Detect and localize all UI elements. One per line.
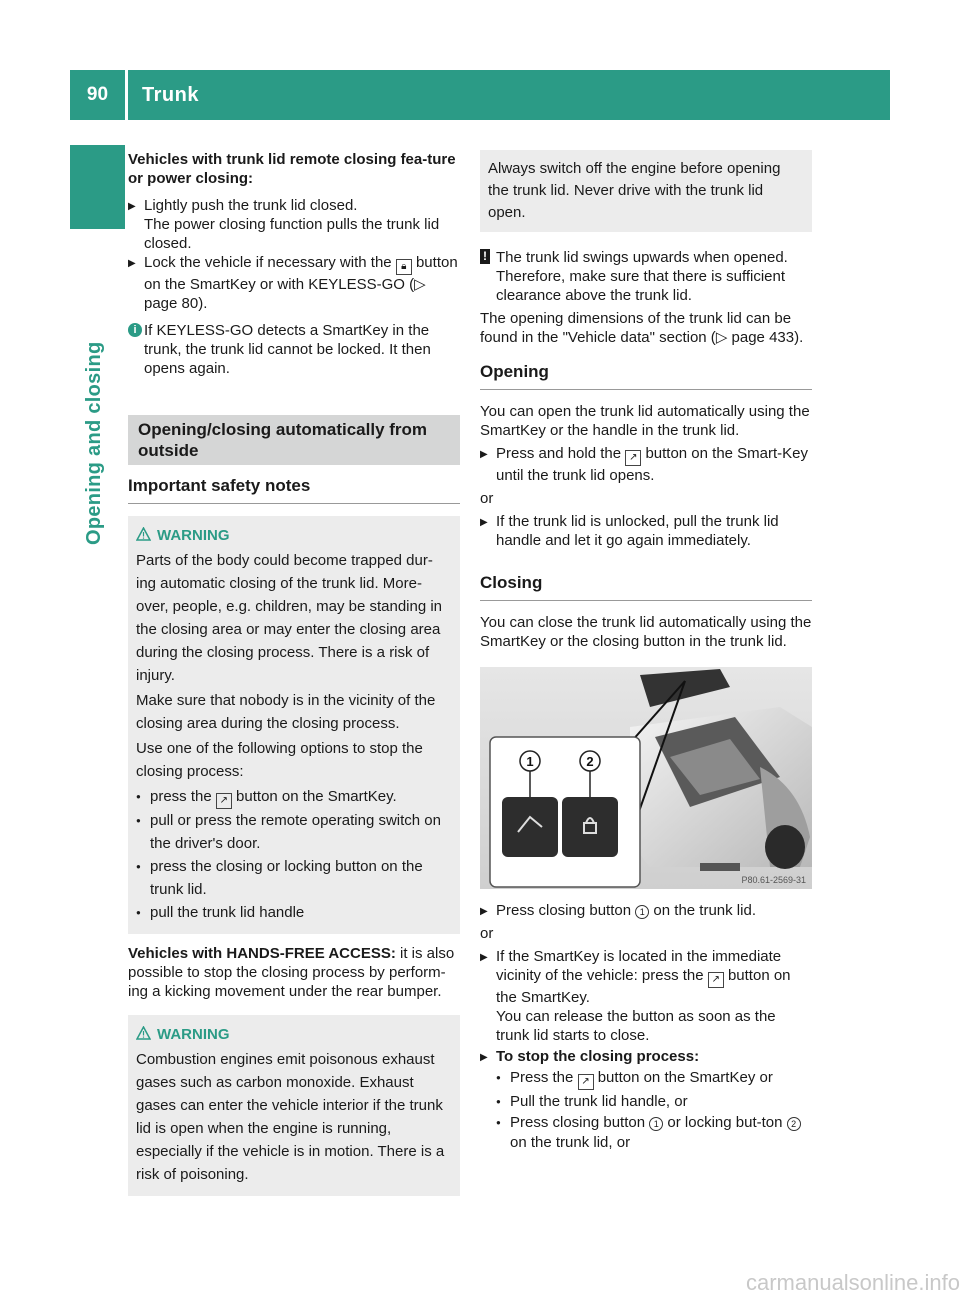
or-text: or bbox=[480, 490, 494, 507]
page-ref-link[interactable]: page 80). bbox=[144, 295, 208, 312]
page-ref-arrow: ▷ bbox=[715, 329, 728, 346]
step-line bbox=[496, 947, 812, 1007]
left-column bbox=[128, 150, 460, 1196]
footer-url: carmanualsonline.info bbox=[745, 1270, 960, 1295]
warning-icon bbox=[136, 527, 151, 541]
callout-1: 1 bbox=[526, 754, 534, 769]
dimensions-paragraph bbox=[480, 309, 812, 347]
warning-text: Combustion engines emit poisonous exhaust gases such as carbon monoxide. Exhaust gases can enter the vehicle interior if the trunk lid is open when the engine is running, especially if the vehicle is in motion. There is a risk of poisoning. bbox=[136, 1051, 445, 1183]
stop-closing-heading: ▶ To stop the closing process: bbox=[480, 1047, 812, 1066]
step-text: If the SmartKey is located in the immediate vicinity of the vehicle: press the bbox=[496, 948, 782, 984]
page-header bbox=[70, 70, 890, 120]
page-ref-link[interactable]: page 433). bbox=[731, 329, 804, 346]
step-text: button on the SmartKey. bbox=[496, 967, 791, 1006]
step-text: You can release the button as soon as the trunk lid starts to close. bbox=[496, 1008, 776, 1044]
bullet-text: Press the bbox=[510, 1069, 574, 1086]
subheading-safety: Important safety notes bbox=[128, 475, 460, 504]
opening-text: You can open the trunk lid automatically using the SmartKey or the handle in the trunk lid. bbox=[480, 403, 810, 439]
exclamation-icon: ! bbox=[480, 249, 490, 264]
step-open-smartkey bbox=[480, 444, 812, 485]
intro-heading: Vehicles with trunk lid remote closing fea-ture or power closing: bbox=[128, 151, 456, 187]
callout-1-icon: 1 bbox=[649, 1117, 663, 1131]
stop-options bbox=[480, 1066, 812, 1153]
bullet-item: ● press the closing or locking button on the trunk lid. bbox=[136, 855, 452, 901]
info-icon: i bbox=[128, 323, 142, 337]
warning-title bbox=[136, 1025, 452, 1044]
step-text: button on the SmartKey or with KEYLESS-GO ( bbox=[144, 254, 458, 293]
step-open-handle: ▶ If the trunk lid is unlocked, pull the trunk lid handle and let it go again immediately. bbox=[480, 512, 812, 550]
step-text: Press closing button bbox=[496, 902, 632, 919]
caution-text: The trunk lid swings upwards when opened. Therefore, make sure that there is sufficient clearance above the trunk lid. bbox=[496, 249, 788, 304]
bullet-text: button on the SmartKey or bbox=[597, 1069, 773, 1086]
or-text: or bbox=[480, 925, 494, 942]
page-ref-arrow: ▷ bbox=[414, 276, 426, 293]
bullet-item bbox=[136, 785, 452, 809]
section-heading: Opening/closing automatically from outside bbox=[128, 415, 460, 465]
opening-heading: Opening bbox=[480, 361, 812, 390]
info-note bbox=[128, 321, 460, 378]
page-title: Trunk bbox=[142, 84, 199, 106]
step-text: Lock the vehicle if necessary with the bbox=[144, 254, 392, 271]
step-text: Press and hold the bbox=[496, 445, 622, 462]
callout-2: 2 bbox=[586, 754, 594, 769]
warning-label: WARNING bbox=[157, 527, 230, 544]
bullet-item: ● Pull the trunk lid handle, or bbox=[496, 1090, 812, 1113]
note-text: If KEYLESS-GO detects a SmartKey in the trunk, the trunk lid cannot be locked. It then opens again. bbox=[144, 322, 431, 377]
bullet-item bbox=[496, 1113, 812, 1153]
trunk-illustration bbox=[480, 667, 812, 889]
bullet-item bbox=[496, 1066, 812, 1090]
step-text: The power closing function pulls the trunk lid closed. bbox=[144, 216, 440, 252]
warning-title bbox=[136, 526, 452, 545]
photo-code: P80.61-2569-31 bbox=[741, 875, 806, 885]
trunk-icon: ↗ bbox=[578, 1074, 594, 1090]
lock-icon: 🔒︎ bbox=[396, 259, 412, 275]
dims-text: The opening dimensions of the trunk lid can be found in the "Vehicle data" section ( bbox=[480, 310, 792, 346]
warning-label: WARNING bbox=[157, 1026, 230, 1043]
side-tab-label: Opening and closing bbox=[83, 341, 105, 545]
trunk-icon: ↗ bbox=[625, 450, 641, 466]
warning-text: Parts of the body could become trapped dur-ing automatic closing of the trunk lid. More-over, people, e.g. children, may be standing in the closing area or may enter the closing area during the closing process. There is a risk of injury. bbox=[136, 552, 443, 684]
bullet-text: on the trunk lid, or bbox=[510, 1134, 631, 1151]
warning-icon bbox=[136, 1026, 151, 1040]
trunk-photo bbox=[480, 667, 812, 889]
closing-heading: Closing bbox=[480, 572, 812, 601]
step-close-button bbox=[480, 901, 812, 920]
side-tab-marker bbox=[70, 145, 125, 229]
warning-box bbox=[128, 1015, 460, 1196]
trunk-icon: ↗ bbox=[708, 972, 724, 988]
bullet-item: ● pull the trunk lid handle bbox=[136, 901, 452, 924]
bullet-text: press the bbox=[150, 788, 212, 805]
warning-box bbox=[128, 516, 460, 934]
step-text: ▶ Lightly push the trunk lid closed. bbox=[144, 197, 358, 214]
callout-2-icon: 2 bbox=[787, 1117, 801, 1131]
step-close-smartkey bbox=[480, 947, 812, 1045]
step-text: on the trunk lid. bbox=[653, 902, 756, 919]
closing-text: You can close the trunk lid automatically using the SmartKey or the closing button in the trunk lid. bbox=[480, 614, 812, 650]
bullet-text: button on the SmartKey. bbox=[236, 788, 397, 805]
caution-note bbox=[480, 248, 812, 305]
step-lock-vehicle bbox=[128, 253, 460, 313]
handsfree-paragraph bbox=[128, 944, 460, 1001]
bullet-text: Press closing button bbox=[510, 1114, 646, 1131]
page-number: 90 bbox=[86, 84, 109, 105]
callout-1-icon: 1 bbox=[635, 905, 649, 919]
warning-text: Make sure that nobody is in the vicinity of the closing area during the closing process. bbox=[136, 692, 436, 732]
header-divider bbox=[125, 70, 128, 120]
info-box: Always switch off the engine before opening the trunk lid. Never drive with the trunk lid open. bbox=[480, 150, 812, 232]
handsfree-text: it is also possible to stop the closing process by perform-ing a kicking movement under the rear bumper. bbox=[128, 945, 455, 1000]
handsfree-label: Vehicles with HANDS-FREE ACCESS: bbox=[128, 945, 396, 962]
bullet-text: or locking but-ton bbox=[667, 1114, 783, 1131]
bullet-item: ● pull or press the remote operating switch on the driver's door. bbox=[136, 809, 452, 855]
step-push-lid bbox=[128, 196, 460, 253]
warning-text: Use one of the following options to stop the closing process: bbox=[136, 740, 423, 780]
right-column bbox=[480, 150, 812, 1153]
step-text: button on the Smart-Key until the trunk lid opens. bbox=[496, 445, 809, 484]
trunk-icon: ↗ bbox=[216, 793, 232, 809]
